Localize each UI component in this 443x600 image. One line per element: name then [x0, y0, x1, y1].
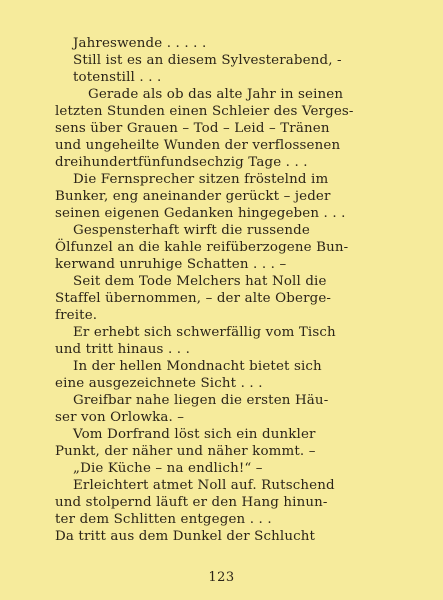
text-line: Vom Dorfrand löst sich ein dunkler: [73, 427, 316, 442]
text-line: Jahreswende . . . . .: [73, 36, 207, 51]
text-line: kerwand unruhige Schatten . . . –: [55, 257, 287, 272]
text-line: sens über Grauen – Tod – Leid – Tränen: [55, 121, 330, 136]
text-line: In der hellen Mondnacht bietet sich: [73, 359, 322, 374]
text-line: Gespensterhaft wirft die russende: [73, 223, 310, 238]
text-line: seinen eigenen Gedanken hingegeben . . .: [55, 206, 346, 221]
text-line: und stolpernd läuft er den Hang hinun-: [55, 495, 328, 510]
text-line: „Die Küche – na endlich!“ –: [73, 461, 263, 476]
text-line: Die Fernsprecher sitzen fröstelnd im: [73, 172, 329, 187]
text-line: und ungeheilte Wunden der verflossenen: [55, 138, 341, 153]
text-line: Da tritt aus dem Dunkel der Schlucht: [55, 529, 316, 544]
text-line: ser von Orlowka. –: [55, 410, 185, 425]
text-line: Ölfunzel an die kahle reifüberzogene Bun-: [55, 240, 349, 255]
text-line: ter dem Schlitten entgegen . . .: [55, 512, 272, 527]
text-line: Er erhebt sich schwerfällig vom Tisch: [73, 325, 336, 340]
text-line: Seit dem Tode Melchers hat Noll die: [73, 274, 327, 289]
page-number: 123: [208, 570, 235, 585]
text-line: Punkt, der näher und näher kommt. –: [55, 444, 316, 459]
text-line: dreihundertfünfundsechzig Tage . . .: [55, 155, 308, 170]
text-line: totenstill . . .: [73, 70, 162, 85]
text-line: Staffel übernommen, – der alte Oberge-: [55, 291, 332, 306]
text-line: eine ausgezeichnete Sicht . . .: [55, 376, 263, 391]
text-line: freite.: [55, 308, 98, 323]
text-line: Greifbar nahe liegen die ersten Häu-: [73, 393, 329, 408]
text-line: Erleichtert atmet Noll auf. Rutschend: [73, 478, 335, 493]
text-line: Gerade als ob das alte Jahr in seinen: [88, 87, 344, 102]
text-line: und tritt hinaus . . .: [55, 342, 191, 357]
text-line: letzten Stunden einen Schleier des Verges-: [55, 104, 354, 119]
text-line: Still ist es an diesem Sylvesterabend, -: [73, 53, 342, 68]
text-line: Bunker, eng aneinander gerückt – jeder: [55, 189, 331, 204]
